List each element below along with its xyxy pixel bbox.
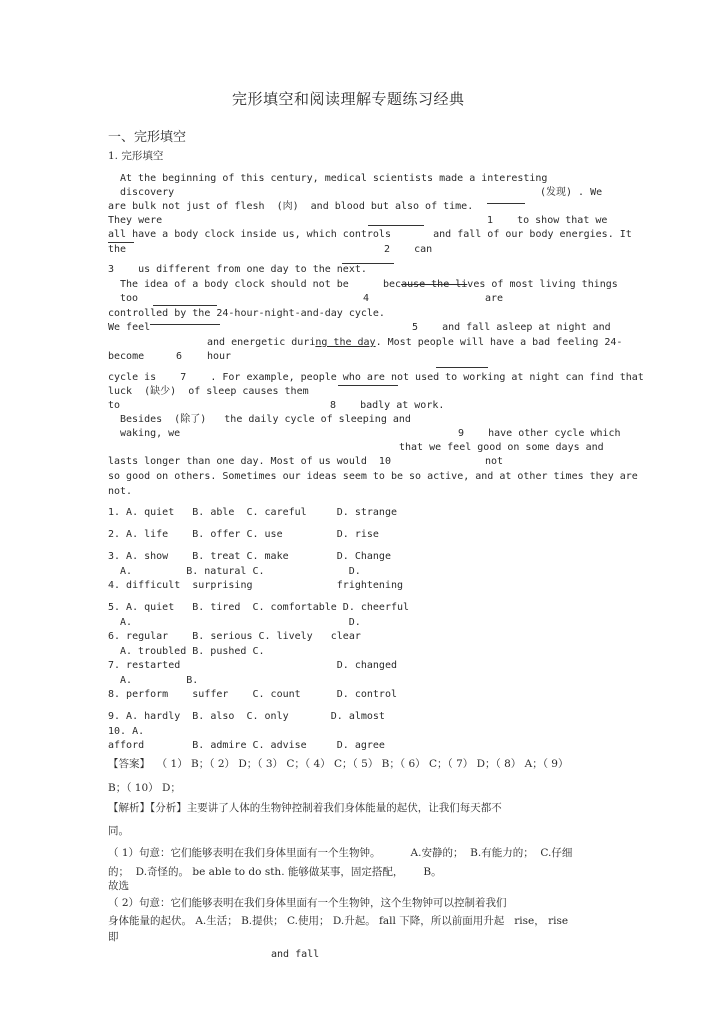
- passage-fragment: bec: [383, 279, 402, 290]
- passage-line: not.: [108, 486, 133, 497]
- passage-line: to: [108, 400, 121, 411]
- passage-line: the: [108, 244, 127, 255]
- answer-line: 【答案】 （ 1） B；（ 2） D；（ 3） C；（ 4） C；（ 5） B；（ 6） C；（ 7） D；（ 8） A；（ 9）: [108, 758, 569, 770]
- blank-line: [487, 203, 525, 204]
- passage-line: waking, we: [120, 428, 181, 439]
- passage-line: 4: [363, 293, 370, 304]
- option-line: 2. A. life B. offer C. use D. rise: [108, 529, 379, 540]
- passage-line: Besides (除了) the daily cycle of sleeping and: [120, 414, 411, 425]
- answer-line: B；（ 10） D；: [108, 782, 181, 794]
- passage-line: hour: [207, 351, 232, 362]
- passage-line: controlled by the 24-hour-night-and-day cycle.: [108, 308, 385, 319]
- option-line: A. D.: [120, 617, 361, 628]
- option-line: A. B.: [120, 675, 199, 686]
- passage-line: 8 badly at work.: [330, 400, 445, 411]
- passage-fragment: . Most people will have a bad feeling 24-: [375, 337, 623, 348]
- passage-line: become: [108, 351, 145, 362]
- analysis-line: 身体能量的起伏。 A.生活； B.提供； C.使用； D.升起。 fall 下降，所以前面用升起 rise， rise: [108, 915, 569, 927]
- passage-line: that we feel good on some days and: [399, 442, 604, 453]
- page-title: 完形填空和阅读理解专题练习经典: [232, 90, 465, 108]
- option-line: 5. A. quiet B. tired C. comfortable D. cheerful: [108, 602, 410, 613]
- passage-fragment: and energetic duri: [207, 337, 316, 348]
- option-line: A. troubled B. pushed C.: [120, 646, 265, 657]
- option-line: 7. restarted D. changed: [108, 660, 397, 671]
- passage-line: too: [120, 293, 139, 304]
- blank-line: [153, 305, 217, 306]
- passage-line: They were: [108, 215, 163, 226]
- passage-line: 1 to show that we: [487, 215, 608, 226]
- passage-line: 6: [176, 351, 183, 362]
- subsection-heading: 1. 完形填空: [108, 150, 164, 162]
- option-line: 1. A. quiet B. able C. careful D. strange: [108, 507, 397, 518]
- passage-line: all have a body clock inside us, which controls and fall of our body energies. It: [108, 229, 632, 240]
- analysis-line: 故选: [108, 880, 129, 892]
- passage-line: so good on others. Sometimes our ideas seem to be so active, and at other times they are: [108, 471, 638, 482]
- analysis-line: （ 1）句意：它们能够表明在我们身体里面有一个生物钟。 A.安静的； B.有能力的； C.仔细: [108, 847, 573, 859]
- option-line: 9. A. hardly B. also C. only D. almost: [108, 711, 385, 722]
- passage-line: are: [485, 293, 504, 304]
- option-line: afford B. admire C. advise D. agree: [108, 740, 385, 751]
- passage-fragment-struck: ause the li: [401, 279, 468, 290]
- option-line: 10. A.: [108, 726, 145, 737]
- passage-line: luck (缺少) of sleep causes them: [108, 386, 309, 397]
- blank-line: [368, 225, 424, 226]
- analysis-line: 同。: [108, 825, 129, 837]
- analysis-line: 【解析】【分析】主要讲了人体的生物钟控制着我们身体能量的起伏，让我们每天都不: [108, 802, 502, 814]
- blank-line: [436, 367, 488, 368]
- passage-line: lasts longer than one day. Most of us would 10: [108, 456, 391, 467]
- passage-line: At the beginning of this century, medical scientists made a interesting: [120, 173, 548, 184]
- passage-text: [207, 336, 622, 349]
- passage-line: We feel: [108, 322, 151, 333]
- passage-text: [383, 278, 618, 291]
- passage-line: 9 have other cycle which: [458, 428, 621, 439]
- blank-line: [338, 385, 398, 386]
- blank-line: [108, 242, 134, 243]
- option-line: 4. difficult surprising frightening: [108, 580, 404, 591]
- passage-fragment-underlined: ng the day: [315, 337, 376, 348]
- option-line: A. B. natural C. D.: [120, 566, 361, 577]
- passage-line: discovery: [120, 187, 175, 198]
- passage-line: are bulk not just of flesh (肉) and blood but also of time.: [108, 201, 474, 212]
- analysis-line: 即: [108, 931, 119, 943]
- analysis-line: and fall: [271, 949, 320, 960]
- option-line: 6. regular B. serious C. lively clear: [108, 631, 361, 642]
- option-line: 3. A. show B. treat C. make D. Change: [108, 551, 391, 562]
- passage-fragment: ves of most living things: [467, 279, 618, 290]
- passage-line: The idea of a body clock should not be: [120, 279, 349, 290]
- passage-line: 5 and fall asleep at night and: [412, 322, 611, 333]
- analysis-line: 的； D.奇怪的。 be able to do sth. 能够做某事，固定搭配， B。: [108, 866, 442, 878]
- passage-line: (发现) . We: [540, 187, 603, 198]
- blank-line: [150, 324, 220, 325]
- passage-line: 2 can: [384, 244, 433, 255]
- option-line: 8. perform suffer C. count D. control: [108, 689, 397, 700]
- passage-line: not: [485, 456, 504, 467]
- analysis-line: （ 2）句意：它们能够表明在我们身体里面有一个生物钟，这个生物钟可以控制着我们: [108, 897, 507, 909]
- passage-line: 3 us different from one day to the next.: [108, 264, 367, 275]
- passage-line: cycle is 7 . For example, people who are not used to working at night can find that: [108, 372, 644, 383]
- section-heading: 一、完形填空: [108, 130, 187, 145]
